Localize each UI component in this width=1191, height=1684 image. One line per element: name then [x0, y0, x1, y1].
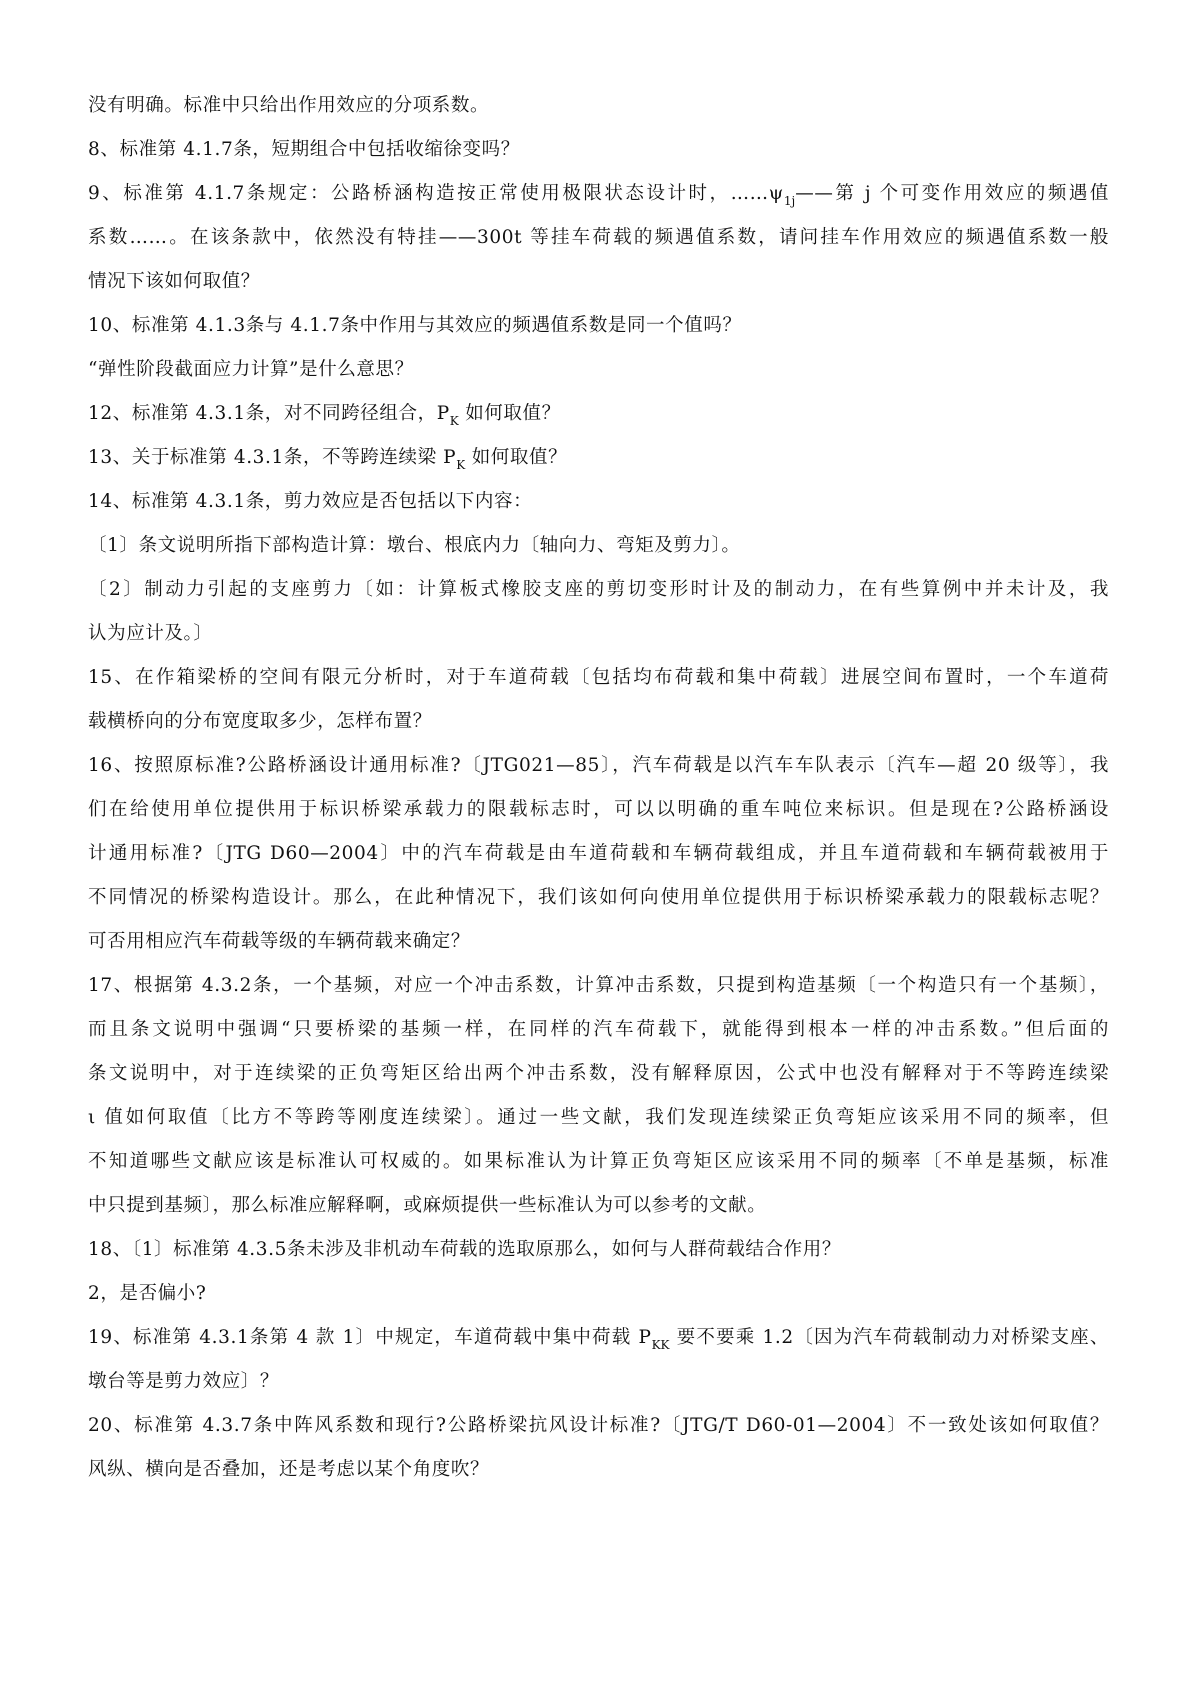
question-18: 18、〔1〕标准第 4.3.5条未涉及非机动车荷载的选取原那么，如何与人群荷载结合作用？ — [88, 1239, 841, 1260]
question-11: “弹性阶段截面应力计算”是什么意思？ — [88, 359, 414, 380]
q9-text-a: 9、标准第 4.1.7条规定：公路桥涵构造按正常使用极限状态设计时，……ψ — [88, 183, 784, 204]
question-20-line-1: 20、标准第 4.3.7条中阵风系数和现行?公路桥梁抗风设计标准?〔JTG/T D60-01—2004〕不一致处该如何取值？ — [88, 1415, 1109, 1436]
q9-subscript: 1j — [783, 194, 796, 208]
question-16-line-1: 16、按照原标准?公路桥涵设计通用标准?〔JTG021—85〕，汽车荷载是以汽车车队表示〔汽车—超 20 级等〕，我 — [88, 755, 1109, 776]
q13-text-a: 13、关于标准第 4.3.1条，不等跨连续梁 P — [88, 447, 457, 468]
text-line-1: 没有明确。标准中只给出作用效应的分项系数。 — [88, 95, 490, 116]
q19-text-b: 要不要乘 1.2〔因为汽车荷载制动力对桥梁支座、 — [676, 1327, 1109, 1348]
question-9-line-1 — [88, 172, 1109, 216]
question-17-line-5: 不知道哪些文献应该是标准认可权威的。如果标准认为计算正负弯矩区应该采用不同的频率〔不单是基频，标准 — [88, 1151, 1109, 1172]
question-14-item-2-line-1: 〔2〕制动力引起的支座剪力〔如：计算板式橡胶支座的剪切变形时计及的制动力，在有些算例中并未计及，我 — [88, 579, 1109, 600]
question-20-line-2: 风纵、横向是否叠加，还是考虑以某个角度吹？ — [88, 1459, 490, 1480]
question-13 — [88, 436, 1109, 480]
question-9-line-3: 情况下该如何取值？ — [88, 271, 260, 292]
q12-text-b: 如何取值？ — [465, 403, 561, 424]
q19-subscript: KK — [651, 1338, 670, 1352]
question-19-line-1 — [88, 1316, 1109, 1360]
question-8: 8、标准第 4.1.7条，短期组合中包括收缩徐变吗？ — [88, 139, 520, 160]
question-17-line-6: 中只提到基频〕，那么标准应解释啊，或麻烦提供一些标准认为可以参考的文献。 — [88, 1195, 767, 1216]
question-14-item-1: 〔1〕条文说明所指下部构造计算：墩台、根底内力〔轴向力、弯矩及剪力〕。 — [88, 535, 741, 556]
question-17-line-3: 条文说明中，对于连续梁的正负弯矩区给出两个冲击系数，没有解释原因，公式中也没有解释对于不等跨连续梁 — [88, 1063, 1109, 1084]
question-17-line-1: 17、根据第 4.3.2条，一个基频，对应一个冲击系数，计算冲击系数，只提到构造基频〔一个构造只有一个基频〕， — [88, 975, 1109, 996]
question-17-line-2: 而且条文说明中强调“只要桥梁的基频一样，在同样的汽车荷载下，就能得到根本一样的冲击系数。”但后面的 — [88, 1019, 1109, 1040]
question-16-line-5: 可否用相应汽车荷载等级的车辆荷载来确定？ — [88, 931, 471, 952]
q13-subscript: K — [456, 458, 466, 472]
question-12 — [88, 392, 1109, 436]
question-18-fragment: 2，是否偏小? — [88, 1283, 207, 1304]
question-19-line-2: 墩台等是剪力效应〕？ — [88, 1371, 280, 1392]
q9-text-b: ——第 j 个可变作用效应的频遇值 — [795, 183, 1109, 204]
question-15-line-1: 15、在作箱梁桥的空间有限元分析时，对于车道荷载〔包括均布荷载和集中荷载〕进展空间布置时，一个车道荷 — [88, 667, 1109, 688]
question-16-line-4: 不同情况的桥梁构造设计。那么，在此种情况下，我们该如何向使用单位提供用于标识桥梁承载力的限载标志呢？ — [88, 887, 1109, 908]
question-16-line-2: 们在给使用单位提供用于标识桥梁承载力的限载标志时，可以以明确的重车吨位来标识。但是现在?公路桥涵设 — [88, 799, 1109, 820]
question-9-line-2: 系数……。在该条款中，依然没有特挂——300t 等挂车荷载的频遇值系数，请问挂车作用效应的频遇值系数一般 — [88, 227, 1109, 248]
question-17-line-4: ι 值如何取值〔比方不等跨等刚度连续梁〕。通过一些文献，我们发现连续梁正负弯矩应该采用不同的频率，但 — [88, 1107, 1109, 1128]
q12-subscript: K — [449, 414, 459, 428]
question-14-item-2-line-2: 认为应计及。〕 — [88, 623, 213, 644]
question-10: 10、标准第 4.1.3条与 4.1.7条中作用与其效应的频遇值系数是同一个值吗？ — [88, 315, 742, 336]
question-16-line-3: 计通用标准?〔JTG D60—2004〕中的汽车荷载是由车道荷载和车辆荷载组成，并且车道荷载和车辆荷载被用于 — [88, 843, 1109, 864]
question-15-line-2: 载横桥向的分布宽度取多少，怎样布置？ — [88, 711, 432, 732]
q19-text-a: 19、标准第 4.3.1条第 4 款 1〕中规定，车道荷载中集中荷载 P — [88, 1327, 652, 1348]
question-14: 14、标准第 4.3.1条，剪力效应是否包括以下内容： — [88, 491, 533, 512]
q12-text-a: 12、标准第 4.3.1条，对不同跨径组合，P — [88, 403, 450, 424]
q13-text-b: 如何取值？ — [471, 447, 568, 468]
